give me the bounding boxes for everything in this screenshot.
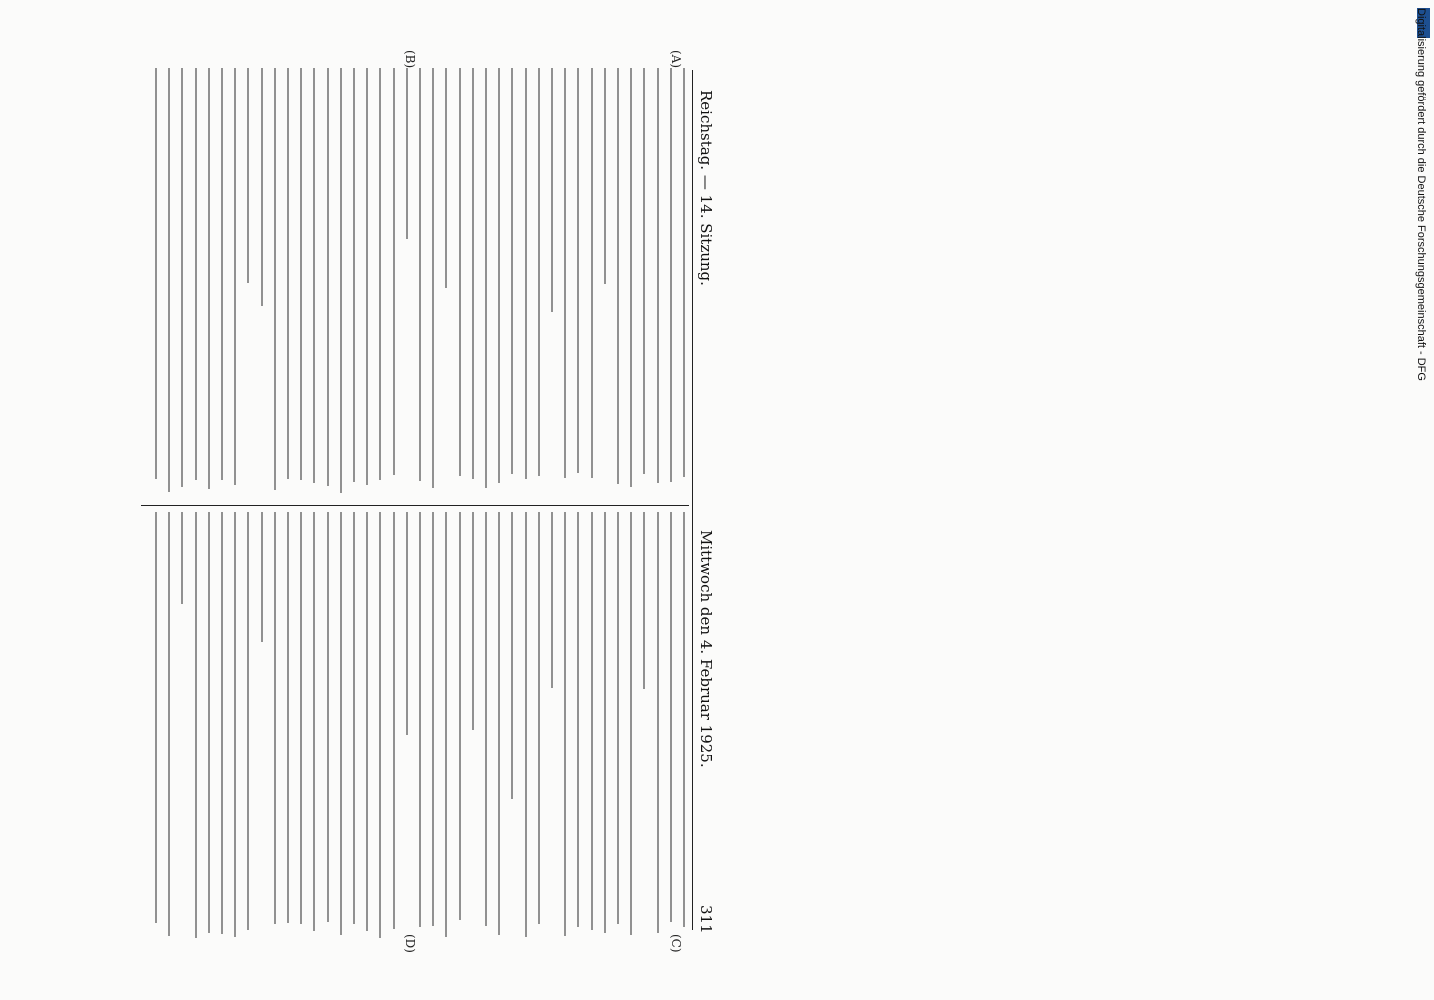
margin-marker-d: (D) [403, 934, 417, 953]
margin-marker-c: (C) [669, 934, 683, 953]
text-line [485, 68, 487, 488]
text-line [630, 512, 632, 935]
text-line [274, 68, 276, 490]
text-line [683, 512, 685, 927]
text-line [168, 512, 170, 936]
text-line [657, 512, 659, 933]
text-line [525, 512, 527, 937]
text-line [591, 68, 593, 478]
text-line [393, 68, 395, 475]
text-line [643, 68, 645, 474]
text-line [261, 68, 263, 306]
text-line [577, 512, 579, 927]
text-line [604, 512, 606, 933]
text-line [234, 512, 236, 937]
column-divider [141, 505, 689, 506]
digitization-credit: Digitalisierung gefördert durch die Deutsche Forschungsgemeinschaft - DFG [1415, 8, 1427, 381]
text-line [366, 512, 368, 931]
text-line [195, 512, 197, 938]
text-line [340, 68, 342, 493]
text-line [591, 512, 593, 930]
text-line [432, 68, 434, 488]
text-line [511, 68, 513, 474]
text-line [208, 512, 210, 933]
text-line [577, 68, 579, 473]
text-line [432, 512, 434, 926]
text-line [155, 512, 157, 923]
text-line [340, 512, 342, 935]
text-line [247, 512, 249, 930]
text-line [538, 68, 540, 476]
text-line [485, 512, 487, 926]
text-line [195, 68, 197, 480]
text-line [683, 68, 685, 477]
text-line [247, 68, 249, 283]
text-line [525, 68, 527, 479]
text-line [300, 512, 302, 924]
page-number: 311 [697, 905, 715, 934]
text-line [551, 68, 553, 312]
text-line [221, 512, 223, 934]
text-line [459, 512, 461, 920]
text-line [353, 512, 355, 924]
text-line [419, 512, 421, 927]
text-line [564, 512, 566, 936]
text-line [168, 68, 170, 492]
text-line [445, 68, 447, 288]
column-left [141, 68, 689, 498]
text-line [670, 68, 672, 482]
text-line [208, 68, 210, 489]
text-line [274, 512, 276, 924]
text-line [472, 68, 474, 479]
text-line [472, 512, 474, 730]
text-line [327, 512, 329, 922]
text-line [300, 68, 302, 480]
text-line [366, 68, 368, 485]
text-line [630, 68, 632, 487]
text-line [353, 68, 355, 482]
text-line [617, 68, 619, 484]
text-line [313, 512, 315, 931]
text-line [459, 68, 461, 476]
text-line [155, 68, 157, 479]
text-line [406, 512, 408, 735]
text-line [551, 512, 553, 688]
text-line [657, 68, 659, 483]
text-line [406, 68, 408, 239]
column-right [141, 512, 689, 942]
text-line [498, 512, 500, 935]
margin-marker-a: (A) [669, 50, 683, 69]
text-line [419, 68, 421, 481]
text-line [670, 512, 672, 922]
text-line [313, 68, 315, 483]
text-line [221, 68, 223, 480]
text-line [617, 512, 619, 924]
text-line [181, 512, 183, 604]
text-line [261, 512, 263, 642]
text-line [511, 512, 513, 799]
text-line [538, 512, 540, 924]
text-line [327, 68, 329, 486]
text-line [564, 68, 566, 478]
rotated-page [117, 50, 717, 953]
text-line [181, 68, 183, 487]
newspaper-sheet [117, 50, 717, 953]
text-line [604, 68, 606, 284]
text-line [287, 512, 289, 923]
text-line [287, 68, 289, 479]
header-rule [692, 70, 693, 930]
text-line [445, 512, 447, 937]
text-line [643, 512, 645, 689]
text-line [498, 68, 500, 483]
header-left: Reichstag. — 14. Sitzung. [697, 90, 715, 286]
text-line [379, 512, 381, 938]
text-line [234, 68, 236, 485]
text-line [393, 512, 395, 929]
header-right: Mittwoch den 4. Februar 1925. [697, 530, 715, 768]
margin-marker-b: (B) [403, 50, 417, 69]
text-line [379, 68, 381, 480]
